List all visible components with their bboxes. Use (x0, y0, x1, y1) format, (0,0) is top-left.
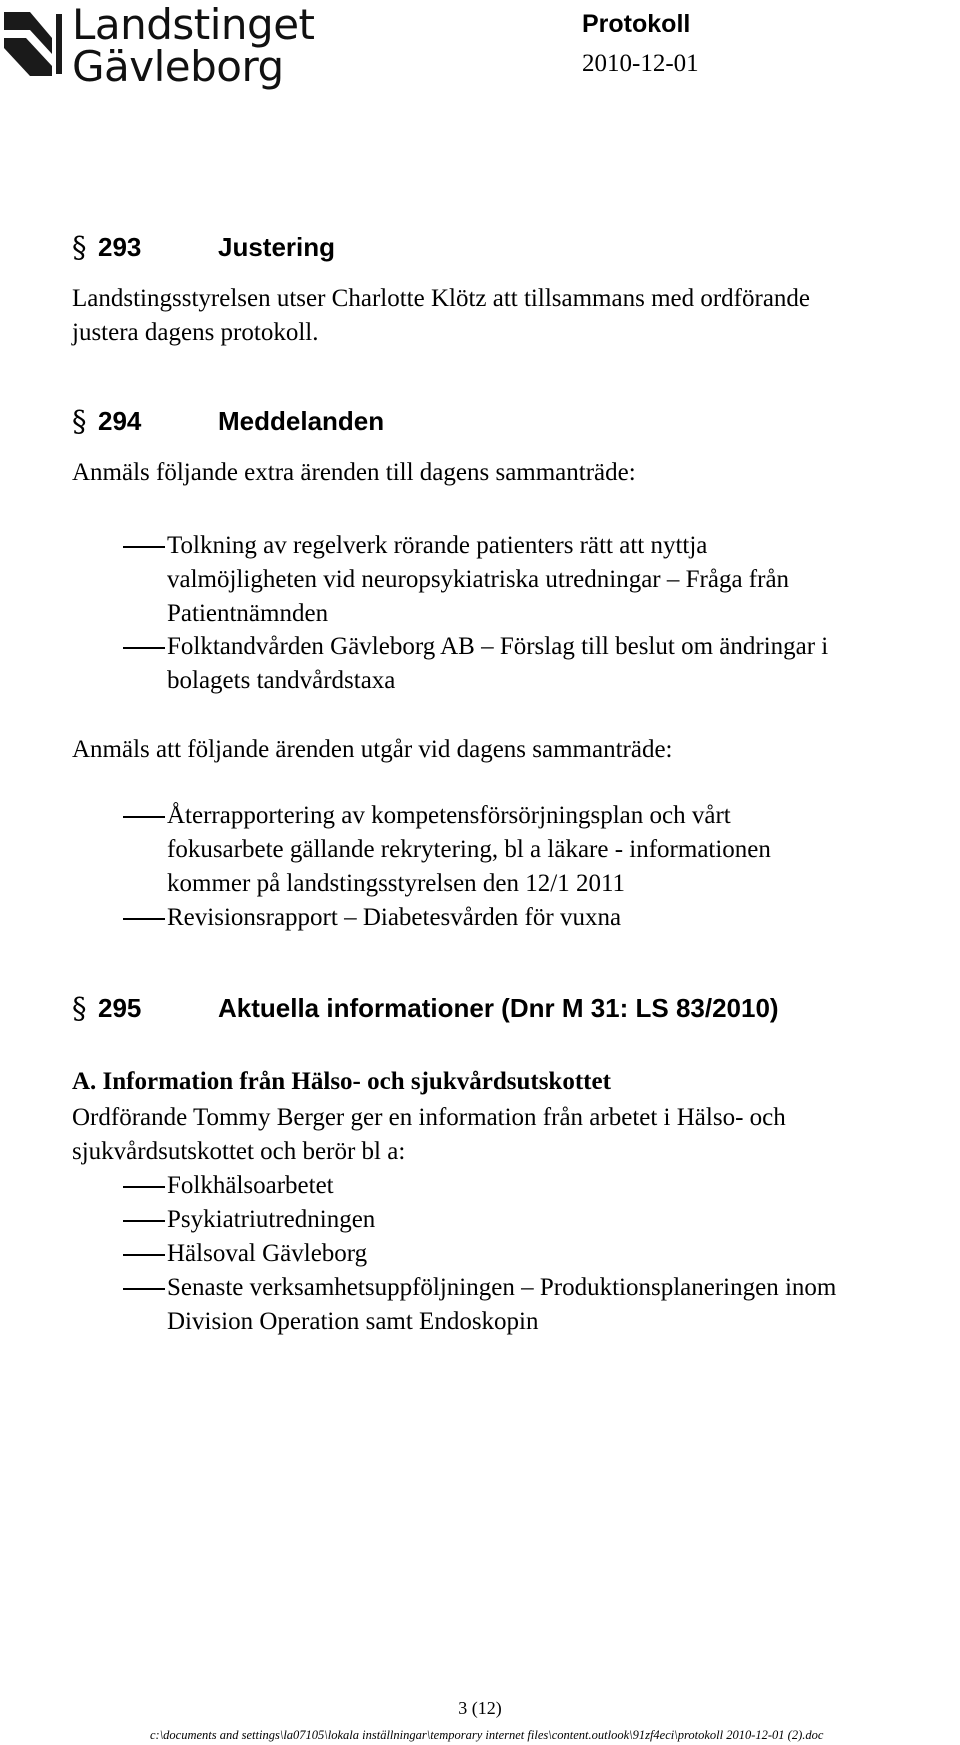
section-title: Meddelanden (218, 406, 385, 436)
list-item-line: Revisionsrapport – Diabetesvården för vuxna (167, 904, 622, 931)
list-item-line: valmöjligheten vid neuropsykiatriska utredningar – Fråga från (167, 566, 790, 593)
paragraph-line: Landstingsstyrelsen utser Charlotte Klötz att tillsammans med ordförande (72, 285, 811, 312)
section-title: Aktuella informationer (Dnr M 31: LS 83/2010) (218, 993, 779, 1023)
list-item-line: fokusarbete gällande rekrytering, bl a läkare - informationen (167, 836, 771, 863)
list-item-line: Folkhälsoarbetet (167, 1172, 334, 1199)
page-number: 3 (12) (458, 1698, 502, 1718)
file-path: c:\documents and settings\la07105\lokala inställningar\temporary internet files\content.outlook\91zf4eci\protokoll 2010-12-01 (2).doc (150, 1728, 824, 1742)
landstinget-logo (0, 0, 315, 91)
dash-bullet (123, 816, 165, 818)
list-item-line: bolagets tandvårdstaxa (167, 667, 396, 694)
dash-bullet (123, 1288, 165, 1290)
list-item-line: Patientnämnden (167, 600, 329, 627)
paragraph-intro-extra: Anmäls följande extra ärenden till dagens sammanträde: (72, 459, 636, 486)
section-number: 295 (98, 993, 142, 1023)
list-item-line: Division Operation samt Endoskopin (167, 1308, 539, 1335)
list-item-line: Hälsoval Gävleborg (167, 1240, 368, 1267)
section-number: 294 (98, 406, 142, 436)
list-item-line: Psykiatriutredningen (167, 1206, 376, 1233)
paragraph-information (72, 1101, 786, 1169)
document-type: Protokoll (582, 10, 691, 38)
dash-bullet (123, 1186, 165, 1188)
paragraph-line: Ordförande Tommy Berger ger en information från arbetet i Hälso- och (72, 1104, 786, 1131)
dash-bullet (123, 918, 165, 920)
paragraph-line: justera dagens protokoll. (72, 319, 319, 346)
section-title: Justering (218, 232, 336, 262)
logo-mark-icon (0, 8, 66, 78)
list-item-line: Tolkning av regelverk rörande patienters rätt att nyttja (167, 532, 708, 559)
section-sign: § (72, 404, 87, 438)
list-item-line: Folktandvården Gävleborg AB – Förslag till beslut om ändringar i (167, 633, 829, 660)
dash-bullet (123, 647, 165, 649)
logo-text-line2: Gävleborg (72, 42, 284, 91)
dash-bullet (123, 1220, 165, 1222)
list-item-line: kommer på landstingsstyrelsen den 12/1 2011 (167, 870, 626, 897)
paragraph-line: sjukvårdsutskottet och berör bl a: (72, 1138, 406, 1165)
logo-text-line1: Landstinget (72, 0, 315, 49)
paragraph-justering (72, 282, 810, 350)
section-sign: § (72, 230, 87, 264)
section-number: 293 (98, 232, 142, 262)
paragraph-intro-removed: Anmäls att följande ärenden utgår vid dagens sammanträde: (72, 736, 673, 763)
subheading-a: A. Information från Hälso- och sjukvårdsutskottet (72, 1068, 611, 1095)
section-sign: § (72, 991, 87, 1025)
document-date: 2010-12-01 (582, 50, 699, 77)
list-item-line: Senaste verksamhetsuppföljningen – Produktionsplaneringen inom (167, 1274, 837, 1301)
dash-bullet (123, 546, 165, 548)
dash-bullet (123, 1254, 165, 1256)
list-item-line: Återrapportering av kompetensförsörjningsplan och vårt (167, 802, 731, 829)
